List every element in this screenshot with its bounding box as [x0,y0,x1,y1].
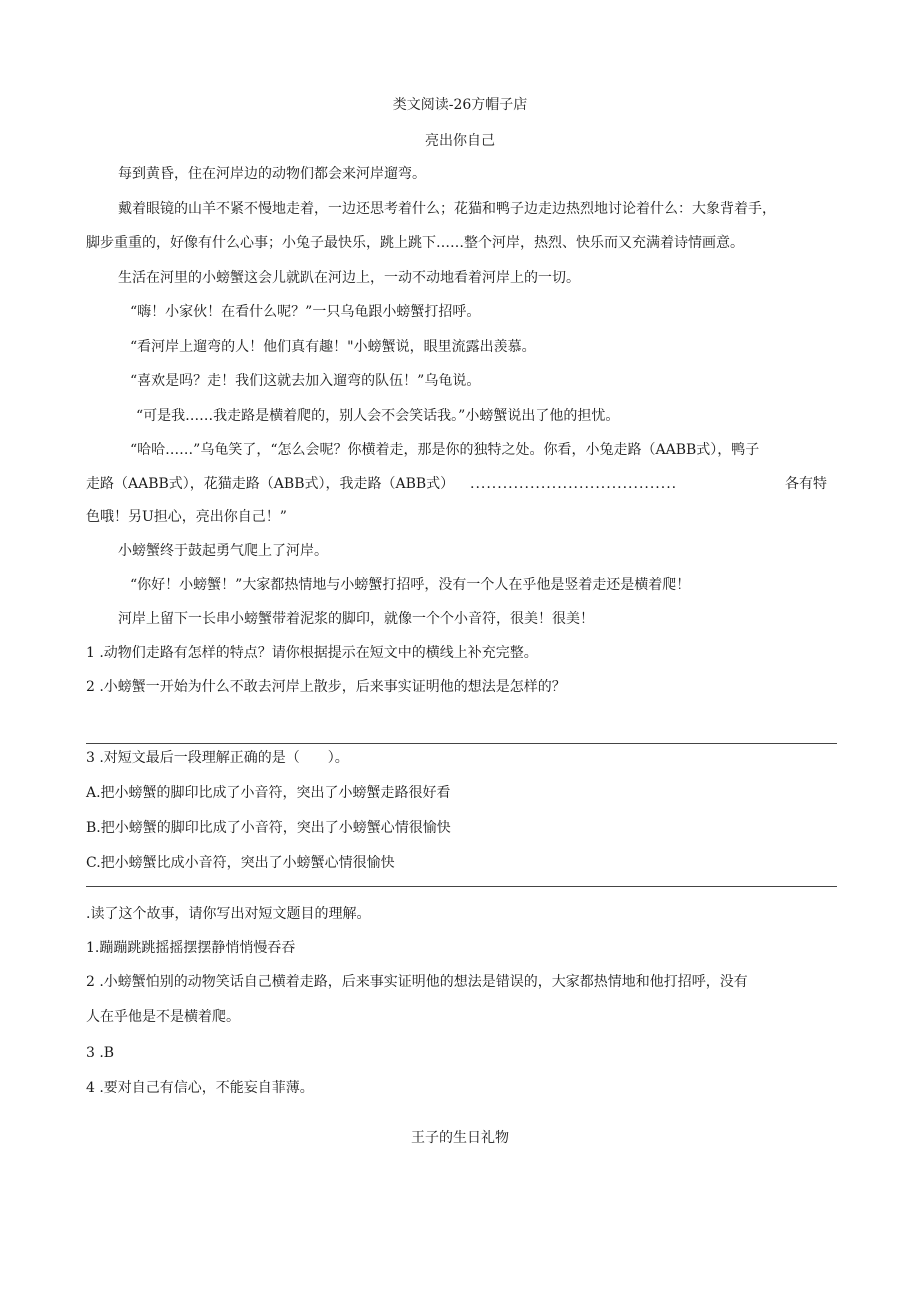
answer: 人在乎他是不是横着爬。 [86,1009,240,1025]
paragraph: “喜欢是吗？走！我们这就去加入遛弯的队伍！”乌龟说。 [130,373,481,389]
answer: 4 .要对自己有信心，不能妄自菲薄。 [86,1080,314,1096]
paragraph: “看河岸上遛弯的人！他们真有趣！"小螃蟹说，眼里流露出羡慕。 [130,339,536,355]
fill-in-blank: ...................................... [470,476,678,492]
question: 3 .对短文最后一段理解正确的是（ ）。 [86,750,349,766]
option-a: A.把小螃蟹的脚印比成了小音符，突出了小螃蟹走路很好看 [86,785,451,801]
answer: 3 .B [86,1045,115,1061]
paragraph: 每到黄昏，住在河岸边的动物们都会来河岸遛弯。 [118,166,426,182]
option-b: B.把小螃蟹的脚印比成了小音符，突出了小螃蟹心情很愉快 [86,820,451,836]
story-title: 亮出你自己 [425,133,495,149]
paragraph: 走路（AABB式），花猫走路（ABB式），我走路（ABB式） [86,476,455,492]
paragraph: “可是我……我走路是横着爬的，别人会不会笑话我。”小螃蟹说出了他的担忧。 [136,408,620,424]
question: .读了这个故事，请你写出对短文题目的理解。 [86,906,371,922]
answer: 1.蹦蹦跳跳摇摇摆摆静悄悄慢吞吞 [86,940,296,956]
story-title: 王子的生日礼物 [411,1130,509,1146]
paragraph: “嗨！小家伙！在看什么呢？”一只乌龟跟小螃蟹打招呼。 [130,304,481,320]
option-c: C.把小螃蟹比成小音符，突出了小螃蟹心情很愉快 [86,855,395,871]
paragraph: 各有特 [785,476,827,492]
paragraph: “你好！小螃蟹！”大家都热情地与小螃蟹打招呼，没有一个人在乎他是竖着走还是横着爬！ [130,577,691,593]
paragraph: 脚步重重的，好像有什么心事；小兔子最快乐，跳上跳下……整个河岸，热烈、快乐而又充满着诗情画意。 [86,235,744,251]
paragraph: 戴着眼镜的山羊不紧不慢地走着，一边还思考着什么；花猫和鸭子边走边热烈地讨论着什么：大象背着手， [118,201,776,217]
paragraph: 小螃蟹终于鼓起勇气爬上了河岸。 [118,543,328,559]
answer: 2 .小螃蟹怕别的动物笑话自己横着走路，后来事实证明他的想法是错误的，大家都热情地和他打招呼，没有 [86,974,748,990]
paragraph: 生活在河里的小螃蟹这会儿就趴在河边上，一动不动地看着河岸上的一切。 [118,270,580,286]
document-title: 类文阅读-26方帽子店 [392,97,528,113]
paragraph: 河岸上留下一长串小螃蟹带着泥浆的脚印，就像一个个小音符，很美！很美！ [118,611,594,627]
answer-line [86,886,837,887]
paragraph: “哈哈……”乌龟笑了，“怎么会呢？你横着走，那是你的独特之处。你看，小兔走路（AABB式），鸭子 [130,442,760,458]
paragraph: 色哦！另U担心，亮出你自己！” [86,509,287,525]
question: 2 .小螃蟹一开始为什么不敢去河岸上散步，后来事实证明他的想法是怎样的？ [86,679,566,695]
question: 1 .动物们走路有怎样的特点？请你根据提示在短文中的横线上补充完整。 [86,645,538,661]
answer-line [86,743,837,744]
